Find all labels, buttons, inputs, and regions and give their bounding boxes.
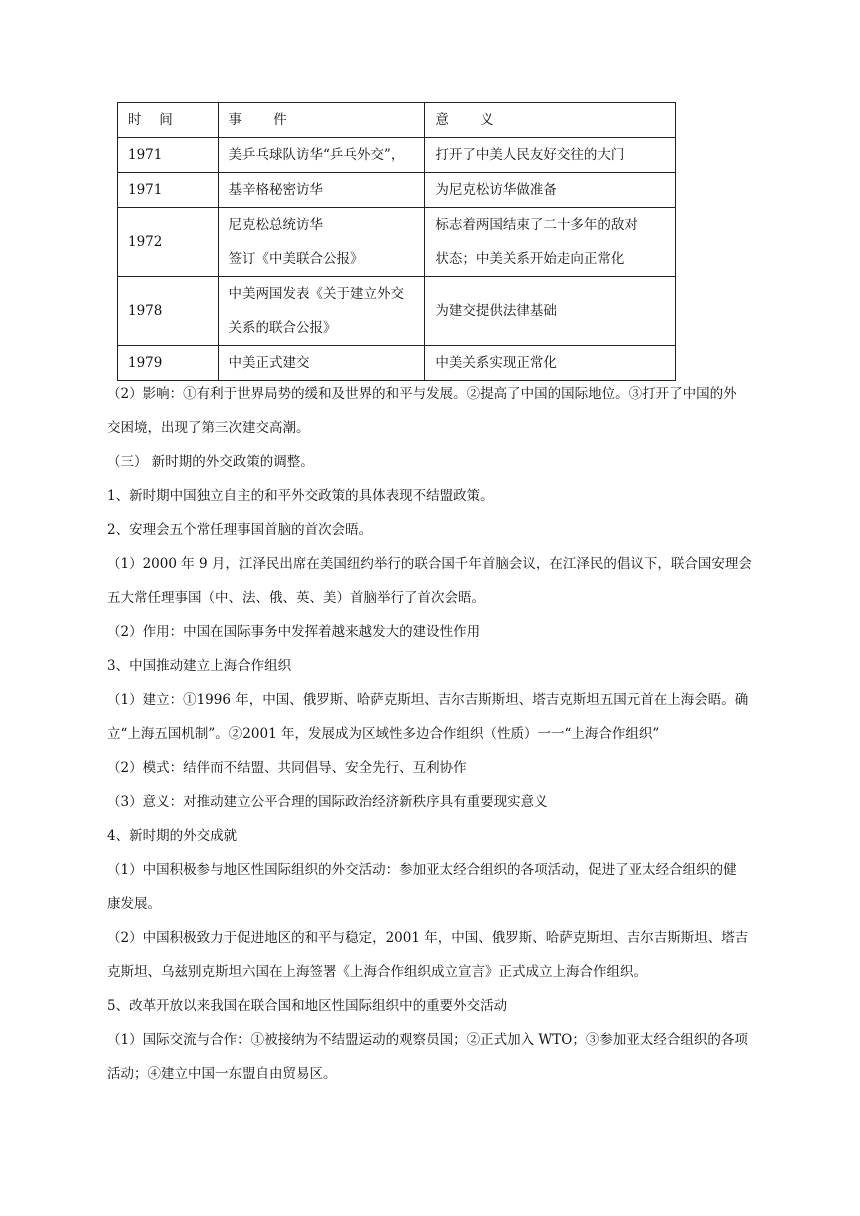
body-text — [107, 377, 797, 1091]
row-time: 1979 — [118, 346, 219, 381]
meaning-line: 打开了中美人民友好交往的大门 — [435, 147, 625, 163]
event-line: 签订《中美联合公报》 — [228, 251, 364, 267]
table-row — [118, 346, 676, 381]
meaning-line: 状态；中美关系开始走向正常化 — [435, 251, 625, 267]
text-line: 1、新时期中国独立自主的和平外交政策的具体表现不结盟政策。 — [107, 488, 494, 504]
text-line: 克斯坦、乌兹别克斯坦六国在上海签署《上海合作组织成立宣言》正式成立上海合作组织。 — [107, 964, 647, 980]
table-row — [118, 173, 676, 208]
event-line: 美乒乓球队访华“乒乓外交”， — [228, 147, 405, 163]
row-time: 1971 — [118, 173, 219, 208]
text-line: 立“上海五国机制”。②2001 年，发展成为区域性多边合作组织（性质）一一“上海合作组织” — [107, 726, 660, 742]
text-line: 5、改革开放以来我国在联合国和地区性国际组织中的重要外交活动 — [107, 998, 508, 1014]
table-row — [118, 138, 676, 173]
text-line: （2）作用：中国在国际事务中发挥着越来越发大的建设性作用 — [107, 624, 481, 640]
text-line: 交困境，出现了第三次建交高潮。 — [107, 420, 310, 436]
row-meaning — [425, 208, 676, 277]
text-line: （1）建立：①1996 年，中国、俄罗斯、哈萨克斯坦、吉尔吉斯斯坦、塔吉克斯坦五国元首在上海会晤。确 — [107, 692, 749, 708]
table-row — [118, 277, 676, 346]
row-event — [218, 173, 425, 208]
event-line: 基辛格秘密访华 — [228, 182, 324, 198]
events-table — [117, 102, 676, 381]
row-event — [218, 138, 425, 173]
section-heading: （三） 新时期的外交政策的调整。 — [107, 454, 314, 470]
text-line: （2）模式：结伴而不结盟、共同倡导、安全先行、互利协作 — [107, 760, 467, 776]
header-meaning: 意 义 — [425, 103, 676, 138]
text-line: （3）意义：对推动建立公平合理的国际政治经济新秩序具有重要现实意义 — [107, 794, 548, 810]
row-event — [218, 277, 425, 346]
text-line: （1）2000 年 9 月，江泽民出席在美国纽约举行的联合国千年首脑会议，在江泽民的倡议下，联合国安理会 — [107, 556, 752, 572]
text-line: （1）国际交流与合作：①被接纳为不结盟运动的观察员国；②正式加入 WTO；③参加亚太经合组织的各项 — [107, 1032, 748, 1048]
text-line: （1）中国积极参与地区性国际组织的外交活动：参加亚太经合组织的各项活动，促进了亚太经合组织的健 — [107, 862, 737, 878]
event-line: 关系的联合公报》 — [228, 320, 337, 336]
meaning-line: 为建交提供法律基础 — [435, 303, 557, 319]
event-line: 尼克松总统访华 — [228, 217, 324, 233]
text-line: （2）影响：①有利于世界局势的缓和及世界的和平与发展。②提高了中国的国际地位。③打开了中国的外 — [107, 386, 737, 402]
event-line: 中美两国发表《关于建立外交 — [228, 286, 405, 302]
text-line: 3、中国推动建立上海合作组织 — [107, 658, 292, 674]
row-time: 1972 — [118, 208, 219, 277]
text-line: （2）中国积极致力于促进地区的和平与稳定，2001 年，中国、俄罗斯、哈萨克斯坦、吉尔吉斯斯坦、塔吉 — [107, 930, 749, 946]
text-line: 康发展。 — [107, 896, 161, 912]
meaning-line: 为尼克松访华做准备 — [435, 182, 557, 198]
row-time: 1971 — [118, 138, 219, 173]
row-meaning — [425, 346, 676, 381]
text-line: 2、安理会五个常任理事国首脑的首次会晤。 — [107, 522, 373, 538]
row-meaning — [425, 173, 676, 208]
text-line: 4、新时期的外交成就 — [107, 828, 238, 844]
table-row — [118, 208, 676, 277]
header-time: 时 间 — [118, 103, 219, 138]
row-time: 1978 — [118, 277, 219, 346]
text-line: 五大常任理事国（中、法、俄、英、美）首脑举行了首次会晤。 — [107, 590, 485, 606]
row-event — [218, 346, 425, 381]
header-event: 事 件 — [218, 103, 425, 138]
meaning-line: 标志着两国结束了二十多年的敌对 — [435, 217, 638, 233]
text-line: 活动；④建立中国一东盟自由贸易区。 — [107, 1066, 337, 1082]
row-meaning — [425, 277, 676, 346]
table-header-row — [118, 103, 676, 138]
meaning-line: 中美关系实现正常化 — [435, 355, 557, 371]
row-event — [218, 208, 425, 277]
event-line: 中美正式建交 — [228, 355, 310, 371]
row-meaning — [425, 138, 676, 173]
